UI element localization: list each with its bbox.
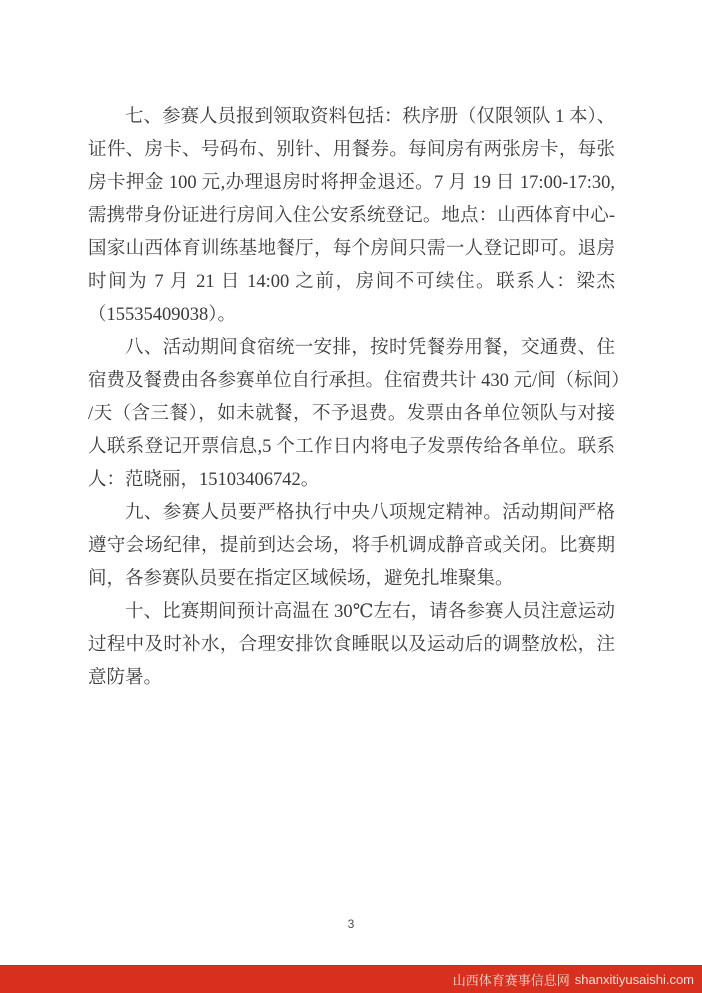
- text-line: 七、参赛人员报到领取资料包括：秩序册（仅限领队 1 本）、: [125, 107, 616, 127]
- text-line: 过程中及时补水，合理安排饮食睡眠以及运动后的调整放松，注: [88, 635, 615, 655]
- text-line: 遵守会场纪律，提前到达会场，将手机调成静音或关闭。比赛期: [88, 536, 615, 556]
- text-line: 意防暑。: [88, 668, 163, 688]
- text-line: 证件、房卡、号码布、别针、用餐券。每间房有两张房卡，每张: [88, 140, 615, 160]
- footer-site-url: shanxitiyusaishi.com: [574, 972, 694, 987]
- text-line: 间，各参赛队员要在指定区域候场，避免扎堆聚集。: [88, 569, 514, 589]
- paragraph-ten: [88, 596, 615, 695]
- text-line: 需携带身份证进行房间入住公安系统登记。地点：山西体育中心-: [88, 206, 615, 226]
- paragraph-nine: [88, 497, 615, 596]
- text-line: /天（含三餐），如未就餐，不予退费。发票由各单位领队与对接: [88, 404, 615, 424]
- footer-watermark-bar: [0, 965, 702, 993]
- page-number: 3: [347, 917, 355, 931]
- text-line: 宿费及餐费由各参赛单位自行承担。住宿费共计 430 元/间（标间）: [88, 371, 630, 391]
- paragraph-eight: [88, 332, 630, 497]
- text-line: （15535409038）。: [88, 305, 237, 325]
- text-line: 时间为 7 月 21 日 14:00 之前，房间不可续住。联系人：梁杰: [88, 272, 615, 292]
- footer-site-name: 山西体育赛事信息网: [452, 973, 570, 988]
- text-line: 九、参赛人员要严格执行中央八项规定精神。活动期间严格: [125, 503, 615, 523]
- paragraph-seven: [88, 101, 615, 332]
- text-line: 房卡押金 100 元,办理退房时将押金退还。7 月 19 日 17:00-17:30,: [88, 173, 615, 193]
- text-line: 十、比赛期间预计高温在 30℃左右，请各参赛人员注意运动: [125, 602, 615, 622]
- text-line: 人联系登记开票信息,5 个工作日内将电子发票传给各单位。联系: [88, 437, 615, 457]
- text-line: 八、活动期间食宿统一安排，按时凭餐券用餐，交通费、住: [125, 338, 615, 358]
- document-body: [88, 101, 630, 695]
- text-line: 国家山西体育训练基地餐厅，每个房间只需一人登记即可。退房: [88, 239, 615, 259]
- text-line: 人：范晓丽，15103406742。: [88, 470, 320, 490]
